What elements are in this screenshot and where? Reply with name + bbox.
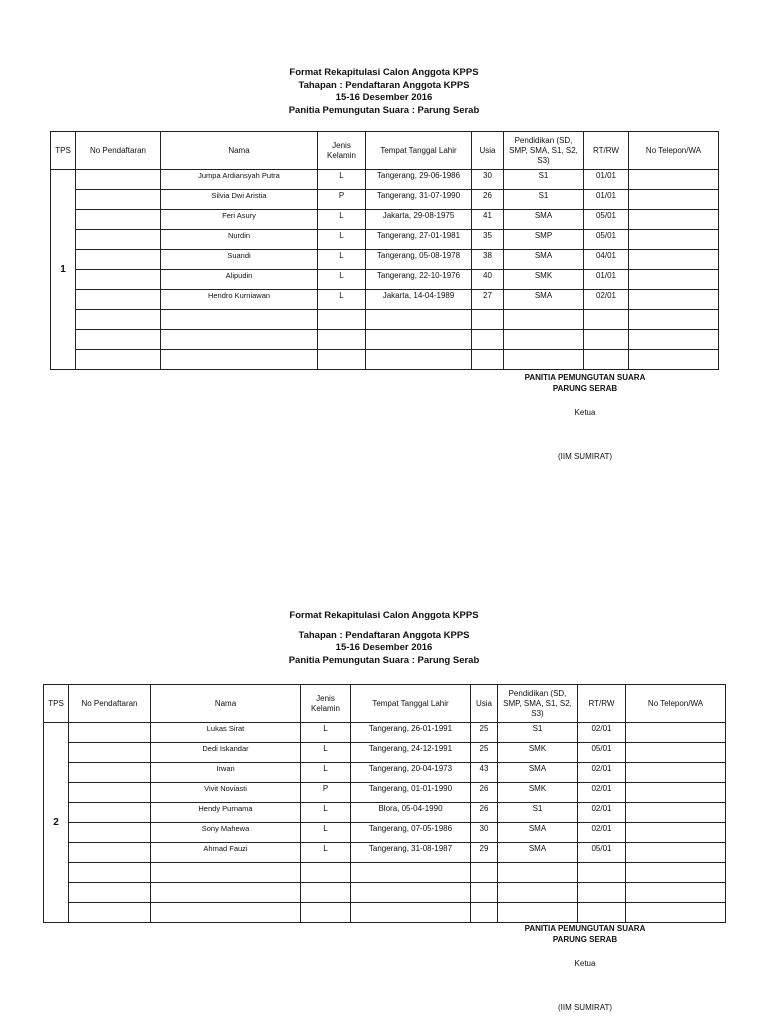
signature-org-line2: PARUNG SERAB (552, 384, 618, 393)
table-header-row (44, 685, 726, 723)
doc-committee: Panitia Pemungutan Suara : Parung Serab (288, 104, 480, 116)
cell-ttl: Tangerang, 26-01-1991 (351, 723, 471, 743)
cell-telepon (629, 350, 719, 370)
cell-rt-rw: 02/01 (578, 723, 626, 743)
cell-usia: 29 (471, 843, 498, 863)
cell-telepon (626, 803, 726, 823)
rekap-table-1 (50, 131, 719, 370)
cell-nama (151, 863, 301, 883)
cell-rt-rw: 01/01 (584, 170, 629, 190)
header-nama: Nama (161, 132, 318, 170)
cell-no-pendaftaran (76, 210, 161, 230)
cell-pendidikan: S1 (504, 190, 584, 210)
cell-pendidikan (504, 350, 584, 370)
header-jenis-kelamin: Jenis Kelamin (318, 132, 366, 170)
cell-pendidikan: S1 (498, 803, 578, 823)
cell-pendidikan: SMK (498, 783, 578, 803)
cell-ttl: Tangerang, 31-07-1990 (366, 190, 472, 210)
cell-nama: Silvia Dwi Aristia (161, 190, 318, 210)
cell-ttl (351, 863, 471, 883)
doc-stage: Tahapan : Pendaftaran Anggota KPPS (298, 79, 470, 91)
header-jenis-kelamin: Jenis Kelamin (301, 685, 351, 723)
cell-rt-rw: 02/01 (578, 803, 626, 823)
cell-ttl: Tangerang, 29-06-1986 (366, 170, 472, 190)
cell-usia: 27 (472, 290, 504, 310)
table-row (51, 250, 719, 270)
cell-jenis-kelamin (301, 883, 351, 903)
cell-pendidikan (504, 330, 584, 350)
table-row (44, 803, 726, 823)
cell-jenis-kelamin (318, 350, 366, 370)
cell-no-pendaftaran (69, 823, 151, 843)
table-row (44, 883, 726, 903)
cell-pendidikan: S1 (498, 723, 578, 743)
table-row (44, 783, 726, 803)
cell-no-pendaftaran (76, 290, 161, 310)
table-row (51, 170, 719, 190)
header-usia: Usia (471, 685, 498, 723)
doc-date: 15-16 Desember 2016 (335, 642, 433, 653)
cell-ttl: Tangerang, 01-01-1990 (351, 783, 471, 803)
cell-nama: Vivit Noviasti (151, 783, 301, 803)
cell-no-pendaftaran (76, 310, 161, 330)
rekap-table-2 (43, 684, 726, 923)
cell-nama (151, 903, 301, 923)
cell-telepon (629, 330, 719, 350)
cell-nama (161, 330, 318, 350)
header-telepon: No Telepon/WA (626, 685, 726, 723)
cell-telepon (629, 210, 719, 230)
signature-org-line1: PANITIA PEMUNGUTAN SUARA (524, 924, 646, 933)
cell-ttl: Tangerang, 24-12-1991 (351, 743, 471, 763)
cell-nama: Sony Mahewa (151, 823, 301, 843)
cell-usia: 40 (472, 270, 504, 290)
cell-usia: 25 (471, 723, 498, 743)
cell-rt-rw: 02/01 (578, 823, 626, 843)
cell-rt-rw: 02/01 (584, 290, 629, 310)
cell-rt-rw: 05/01 (578, 743, 626, 763)
table-row (51, 270, 719, 290)
cell-usia (472, 310, 504, 330)
header-pendidikan: Pendidikan (SD, SMP, SMA, S1, S2, S3) (498, 685, 578, 723)
cell-telepon (629, 290, 719, 310)
cell-usia: 41 (472, 210, 504, 230)
cell-nama: Nurdin (161, 230, 318, 250)
table-row (51, 230, 719, 250)
cell-no-pendaftaran (69, 723, 151, 743)
doc-committee: Panitia Pemungutan Suara : Parung Serab (288, 654, 480, 666)
cell-nama: Hendro Kurniawan (161, 290, 318, 310)
cell-usia: 26 (471, 783, 498, 803)
cell-pendidikan: SMA (498, 843, 578, 863)
cell-pendidikan: SMA (498, 823, 578, 843)
cell-rt-rw: 05/01 (578, 843, 626, 863)
cell-usia: 25 (471, 743, 498, 763)
cell-telepon (626, 883, 726, 903)
cell-rt-rw: 01/01 (584, 270, 629, 290)
cell-nama: Lukas Sirat (151, 723, 301, 743)
cell-nama: Feri Asury (161, 210, 318, 230)
table-row (44, 863, 726, 883)
cell-no-pendaftaran (76, 330, 161, 350)
signature-role: Ketua (574, 408, 596, 417)
header-tps: TPS (44, 685, 69, 723)
header-rt-rw: RT/RW (578, 685, 626, 723)
cell-pendidikan (498, 863, 578, 883)
cell-rt-rw (578, 883, 626, 903)
cell-no-pendaftaran (69, 863, 151, 883)
cell-no-pendaftaran (76, 350, 161, 370)
header-usia: Usia (472, 132, 504, 170)
cell-ttl: Tangerang, 05-08-1978 (366, 250, 472, 270)
cell-rt-rw: 05/01 (584, 230, 629, 250)
title-block-1 (0, 67, 768, 117)
cell-ttl: Tangerang, 31-08-1987 (351, 843, 471, 863)
cell-nama: Dedi Iskandar (151, 743, 301, 763)
header-rt-rw: RT/RW (584, 132, 629, 170)
cell-no-pendaftaran (76, 270, 161, 290)
cell-jenis-kelamin: L (318, 210, 366, 230)
cell-pendidikan (498, 883, 578, 903)
cell-nama: Irwan (151, 763, 301, 783)
cell-telepon (629, 190, 719, 210)
cell-no-pendaftaran (69, 783, 151, 803)
cell-usia (471, 903, 498, 923)
cell-pendidikan: SMA (498, 763, 578, 783)
cell-rt-rw (584, 350, 629, 370)
cell-pendidikan (498, 903, 578, 923)
cell-nama (151, 883, 301, 903)
cell-pendidikan: SMA (504, 250, 584, 270)
header-ttl: Tempat Tanggal Lahir (366, 132, 472, 170)
cell-telepon (629, 310, 719, 330)
cell-pendidikan (504, 310, 584, 330)
doc-date: 15-16 Desember 2016 (335, 92, 433, 103)
cell-telepon (626, 843, 726, 863)
cell-jenis-kelamin (301, 863, 351, 883)
cell-no-pendaftaran (76, 250, 161, 270)
table-row (44, 843, 726, 863)
cell-jenis-kelamin: P (318, 190, 366, 210)
cell-nama: Hendy Purnama (151, 803, 301, 823)
cell-no-pendaftaran (69, 763, 151, 783)
cell-jenis-kelamin: L (318, 230, 366, 250)
cell-rt-rw (584, 310, 629, 330)
doc-title: Format Rekapitulasi Calon Anggota KPPS (289, 67, 479, 78)
cell-rt-rw: 05/01 (584, 210, 629, 230)
cell-jenis-kelamin: L (301, 803, 351, 823)
table-row (44, 823, 726, 843)
cell-usia (472, 330, 504, 350)
table-row (44, 903, 726, 923)
cell-usia: 30 (472, 170, 504, 190)
cell-nama (161, 310, 318, 330)
signature-name: (IIM SUMIRAT) (557, 1003, 613, 1012)
header-telepon: No Telepon/WA (629, 132, 719, 170)
cell-rt-rw: 01/01 (584, 190, 629, 210)
cell-usia (471, 863, 498, 883)
cell-pendidikan: SMA (504, 290, 584, 310)
table-row (51, 310, 719, 330)
cell-usia: 30 (471, 823, 498, 843)
header-no-pendaftaran: No Pendaftaran (69, 685, 151, 723)
header-tps: TPS (51, 132, 76, 170)
cell-rt-rw: 02/01 (578, 763, 626, 783)
cell-jenis-kelamin (301, 903, 351, 923)
cell-ttl (366, 350, 472, 370)
cell-jenis-kelamin: L (301, 763, 351, 783)
cell-telepon (626, 863, 726, 883)
cell-ttl: Tangerang, 20-04-1973 (351, 763, 471, 783)
cell-nama: Suandi (161, 250, 318, 270)
signature-block-2 (485, 923, 685, 1013)
cell-ttl: Tangerang, 22-10-1976 (366, 270, 472, 290)
table-row (51, 290, 719, 310)
cell-usia: 43 (471, 763, 498, 783)
cell-rt-rw (578, 863, 626, 883)
table-row (44, 763, 726, 783)
cell-telepon (629, 270, 719, 290)
cell-jenis-kelamin: L (318, 270, 366, 290)
cell-jenis-kelamin: L (318, 170, 366, 190)
cell-rt-rw: 04/01 (584, 250, 629, 270)
tps-number: 1 (51, 170, 76, 370)
header-pendidikan: Pendidikan (SD, SMP, SMA, S1, S2, S3) (504, 132, 584, 170)
tps-number: 2 (44, 723, 69, 923)
header-ttl: Tempat Tanggal Lahir (351, 685, 471, 723)
signature-name: (IIM SUMIRAT) (557, 452, 613, 461)
cell-pendidikan: SMA (504, 210, 584, 230)
cell-usia: 26 (472, 190, 504, 210)
table-row (44, 743, 726, 763)
cell-rt-rw (584, 330, 629, 350)
cell-ttl (366, 310, 472, 330)
cell-usia: 38 (472, 250, 504, 270)
cell-telepon (626, 743, 726, 763)
cell-no-pendaftaran (76, 190, 161, 210)
cell-ttl: Jakarta, 29-08-1975 (366, 210, 472, 230)
cell-no-pendaftaran (76, 170, 161, 190)
table-row (51, 190, 719, 210)
cell-pendidikan: S1 (504, 170, 584, 190)
cell-jenis-kelamin (318, 330, 366, 350)
cell-telepon (626, 723, 726, 743)
cell-jenis-kelamin: P (301, 783, 351, 803)
cell-usia: 26 (471, 803, 498, 823)
cell-no-pendaftaran (69, 883, 151, 903)
cell-nama: Jumpa Ardiansyah Putra (161, 170, 318, 190)
cell-jenis-kelamin: L (318, 290, 366, 310)
table-header-row (51, 132, 719, 170)
table-row (51, 350, 719, 370)
cell-jenis-kelamin: L (318, 250, 366, 270)
cell-jenis-kelamin: L (301, 843, 351, 863)
cell-no-pendaftaran (69, 743, 151, 763)
signature-block-1 (485, 372, 685, 462)
cell-nama (161, 350, 318, 370)
cell-usia (472, 350, 504, 370)
cell-telepon (626, 903, 726, 923)
cell-ttl (351, 903, 471, 923)
cell-telepon (629, 250, 719, 270)
cell-rt-rw (578, 903, 626, 923)
header-no-pendaftaran: No Pendaftaran (76, 132, 161, 170)
cell-usia (471, 883, 498, 903)
cell-telepon (629, 170, 719, 190)
cell-ttl: Blora, 05-04-1990 (351, 803, 471, 823)
cell-no-pendaftaran (69, 803, 151, 823)
cell-no-pendaftaran (69, 903, 151, 923)
cell-jenis-kelamin: L (301, 743, 351, 763)
signature-role: Ketua (574, 959, 596, 968)
doc-stage: Tahapan : Pendaftaran Anggota KPPS (298, 629, 470, 641)
cell-usia: 35 (472, 230, 504, 250)
cell-telepon (629, 230, 719, 250)
cell-nama: Alipudin (161, 270, 318, 290)
cell-pendidikan: SMP (504, 230, 584, 250)
cell-pendidikan: SMK (498, 743, 578, 763)
signature-org-line1: PANITIA PEMUNGUTAN SUARA (524, 373, 646, 382)
cell-no-pendaftaran (69, 843, 151, 863)
cell-telepon (626, 783, 726, 803)
cell-jenis-kelamin: L (301, 823, 351, 843)
cell-rt-rw: 02/01 (578, 783, 626, 803)
cell-telepon (626, 763, 726, 783)
cell-jenis-kelamin (318, 310, 366, 330)
header-nama: Nama (151, 685, 301, 723)
cell-ttl (366, 330, 472, 350)
cell-ttl (351, 883, 471, 903)
cell-ttl: Tangerang, 07-05-1986 (351, 823, 471, 843)
cell-telepon (626, 823, 726, 843)
cell-ttl: Jakarta, 14-04-1989 (366, 290, 472, 310)
doc-title: Format Rekapitulasi Calon Anggota KPPS (289, 610, 479, 621)
table-row (44, 723, 726, 743)
table-row (51, 330, 719, 350)
cell-jenis-kelamin: L (301, 723, 351, 743)
cell-no-pendaftaran (76, 230, 161, 250)
signature-org-line2: PARUNG SERAB (552, 935, 618, 944)
title-block-2 (0, 610, 768, 667)
cell-nama: Ahmad Fauzi (151, 843, 301, 863)
table-row (51, 210, 719, 230)
cell-ttl: Tangerang, 27-01-1981 (366, 230, 472, 250)
cell-pendidikan: SMK (504, 270, 584, 290)
